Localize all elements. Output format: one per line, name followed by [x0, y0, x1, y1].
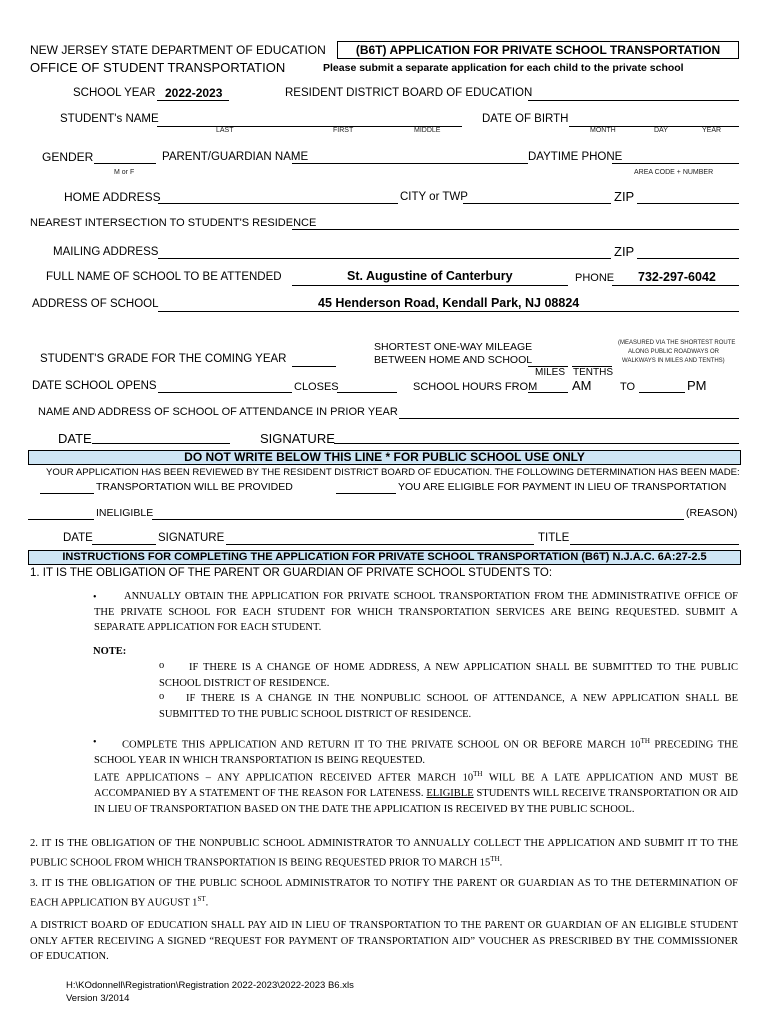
measured-caption-2: ALONG PUBLIC ROADWAYS OR [628, 349, 720, 355]
instruction-item-3: 3. IT IS THE OBLIGATION OF THE PUBLIC SCHOOL ADMINISTRATOR TO NOTIFY THE PARENT OR GUARDIAN AS TO THE DETERMINATION OF EACH APPLICATION BY AUGUST 1ST. [30, 878, 738, 908]
hours-label: SCHOOL HOURS FROM [413, 381, 538, 393]
date-field[interactable] [92, 443, 230, 444]
city-label: CITY or TWP [400, 191, 468, 203]
public-date-label: DATE [63, 532, 93, 544]
note-label: NOTE: [93, 646, 127, 657]
late-text-c: STUDENTS WILL RECEIVE TRANSPORTATION OR AID IN LIEU OF TRANSPORTATION BASED ON THE DATE THE APPLICATION IS RECEIVED BY THE PUBLIC SCHOOL. [94, 788, 739, 815]
mailing-field[interactable] [158, 258, 611, 259]
zip-label: ZIP [614, 189, 635, 204]
phone-value: 732-297-6042 [638, 270, 716, 284]
school-address-line[interactable] [158, 311, 739, 312]
last-caption: LAST [216, 127, 234, 134]
signature-field[interactable] [334, 443, 739, 444]
grade-label: STUDENT'S GRADE FOR THE COMING YEAR [40, 353, 287, 365]
school-year-label: SCHOOL YEAR [73, 87, 156, 99]
daytime-phone-field[interactable] [612, 163, 739, 164]
instruction-bullet-2 [94, 734, 738, 769]
bullet-icon: • [93, 592, 97, 603]
public-signature-field[interactable] [226, 544, 534, 545]
tenths-caption: TENTHS [573, 367, 613, 378]
intersection-label: NEAREST INTERSECTION TO STUDENT'S RESIDENCE [30, 217, 317, 229]
bullet-icon: • [93, 737, 97, 748]
pm-label: PM [687, 378, 707, 393]
gender-label: GENDER [42, 150, 94, 164]
public-date-field[interactable] [92, 544, 156, 545]
first-caption: FIRST [333, 127, 354, 134]
reason-field[interactable] [152, 519, 684, 520]
school-name-line[interactable] [292, 285, 568, 286]
instruction-item-1: 1. IT IS THE OBLIGATION OF THE PARENT OR GUARDIAN OF PRIVATE SCHOOL STUDENTS TO: [30, 567, 553, 579]
instruction-item-2: 2. IT IS THE OBLIGATION OF THE NONPUBLIC SCHOOL ADMINISTRATOR TO ANNUALLY COLLECT THE APPLICATION AND SUBMIT IT TO THE PUBLIC SCHOOL FROM WHICH TRANSPORTATION IS BEING REQUESTED PRIOR TO MARCH 15TH. [30, 838, 738, 868]
sub-bullet-icon: o [159, 691, 165, 702]
eligible-underlined: ELIGIBLE [426, 788, 474, 799]
reason-label: (REASON) [686, 507, 738, 519]
student-name-label: STUDENT's NAME [60, 113, 159, 125]
mileage-label-2: BETWEEN HOME AND SCHOOL [374, 354, 533, 366]
version-label: Version 3/2014 [66, 993, 130, 1004]
date-opens-field[interactable] [158, 392, 292, 393]
gender-caption: M or F [114, 169, 135, 176]
sup-st: ST [197, 894, 206, 903]
am-label: AM [572, 378, 592, 393]
month-caption: MONTH [590, 127, 616, 134]
instruction-sub-2: IF THERE IS A CHANGE IN THE NONPUBLIC SCHOOL OF ATTENDANCE, A NEW APPLICATION SHALL BE SUBMITTED TO THE PUBLIC SCHOOL DISTRICT OF RESIDENCE. [159, 693, 738, 720]
parent-label: PARENT/GUARDIAN NAME [162, 151, 309, 163]
provided-label: TRANSPORTATION WILL BE PROVIDED [96, 481, 293, 493]
hours-to-field[interactable] [639, 392, 685, 393]
bullet-2-text-a: COMPLETE THIS APPLICATION AND RETURN IT TO THE PRIVATE SCHOOL ON OR BEFORE MARCH 10 [122, 739, 641, 751]
closes-label: CLOSES [294, 381, 339, 393]
resident-board-field[interactable] [528, 100, 739, 101]
department-name: NEW JERSEY STATE DEPARTMENT OF EDUCATION [30, 43, 326, 57]
resident-board-label: RESIDENT DISTRICT BOARD OF EDUCATION [285, 87, 533, 99]
daytime-phone-label: DAYTIME PHONE [528, 151, 623, 163]
parent-field[interactable] [292, 163, 528, 164]
sup-th: TH [640, 737, 650, 745]
date-label: DATE [58, 431, 92, 446]
school-name-value: St. Augustine of Canterbury [347, 269, 513, 283]
date-opens-label: DATE SCHOOL OPENS [32, 380, 157, 392]
phone-line[interactable] [612, 285, 739, 286]
home-address-field[interactable] [158, 203, 398, 204]
mailing-zip-label: ZIP [614, 244, 635, 259]
payment-check-line[interactable] [336, 493, 396, 494]
gender-field[interactable] [94, 163, 156, 164]
school-year-line[interactable] [157, 100, 229, 101]
public-signature-label: SIGNATURE [158, 532, 225, 544]
bullet-2-text-b: PRECEDING THE SCHOOL YEAR IN WHICH TRANSPORTATION IS BEING REQUESTED. [94, 739, 739, 766]
payment-label: YOU ARE ELIGIBLE FOR PAYMENT IN LIEU OF TRANSPORTATION [398, 481, 727, 493]
closes-field[interactable] [337, 392, 397, 393]
prior-school-label: NAME AND ADDRESS OF SCHOOL OF ATTENDANCE IN PRIOR YEAR [38, 406, 398, 418]
ineligible-check-line[interactable] [28, 519, 94, 520]
public-use-banner: DO NOT WRITE BELOW THIS LINE * FOR PUBLIC SCHOOL USE ONLY [28, 450, 741, 465]
instruction-bullet-1: ANNUALLY OBTAIN THE APPLICATION FOR PRIVATE SCHOOL TRANSPORTATION FROM THE ADMINISTRATIVE OFFICE OF THE PRIVATE SCHOOL FOR EACH STUDENT FOR WHICH TRANSPORTATION SERVICES ARE BEING REQUESTED. SUBMIT A SEPARATE APPLICATION FOR EACH STUDENT. [94, 591, 738, 633]
late-text-a: LATE APPLICATIONS – ANY APPLICATION RECEIVED AFTER MARCH 10 [94, 772, 474, 784]
intersection-field[interactable] [292, 229, 739, 230]
grade-field[interactable] [292, 366, 336, 367]
form-subtitle: Please submit a separate application for each child to the private school [323, 62, 684, 74]
dob-label: DATE OF BIRTH [482, 113, 569, 125]
provided-check-line[interactable] [40, 493, 94, 494]
instructions-banner: INSTRUCTIONS FOR COMPLETING THE APPLICATION FOR PRIVATE SCHOOL TRANSPORTATION (B6T) N.J.A.C. 6A:27-2.5 [28, 550, 741, 565]
to-label: TO [620, 381, 636, 393]
middle-caption: MIDDLE [414, 127, 441, 134]
sup-th: TH [490, 854, 500, 863]
hours-from-field[interactable] [528, 392, 568, 393]
late-text-b: WILL BE A LATE APPLICATION AND MUST BE ACCOMPANIED BY A STATEMENT OF THE REASON FOR LATENESS. [94, 772, 738, 799]
day-caption: DAY [654, 127, 668, 134]
item-3-text: 3. IT IS THE OBLIGATION OF THE PUBLIC SCHOOL ADMINISTRATOR TO NOTIFY THE PARENT OR GUARDIAN AS TO THE DETERMINATION OF EACH APPLICATION BY AUGUST 1 [30, 878, 738, 908]
city-field[interactable] [463, 203, 611, 204]
item-2-text: 2. IT IS THE OBLIGATION OF THE NONPUBLIC SCHOOL ADMINISTRATOR TO ANNUALLY COLLECT THE APPLICATION AND SUBMIT IT TO THE PUBLIC SCHOOL FROM WHICH TRANSPORTATION IS BEING REQUESTED PRIOR TO MARCH 15 [30, 838, 738, 868]
public-title-field[interactable] [570, 544, 739, 545]
mailing-label: MAILING ADDRESS [53, 246, 159, 258]
sup-th: TH [473, 770, 483, 778]
file-path: H:\KOdonnell\Registration\Registration 2022-2023\2022-2023 B6.xls [66, 980, 354, 991]
measured-caption-3: WALKWAYS IN MILES AND TENTHS) [622, 358, 725, 364]
year-caption: YEAR [702, 127, 722, 134]
measured-caption-1: (MEASURED VIA THE SHORTEST ROUTE [618, 340, 736, 346]
late-applications-text [94, 767, 738, 817]
instruction-sub-1: IF THERE IS A CHANGE OF HOME ADDRESS, A NEW APPLICATION SHALL BE SUBMITTED TO THE PUBLIC SCHOOL DISTRICT OF RESIDENCE. [159, 662, 738, 689]
zip-field[interactable] [637, 203, 739, 204]
school-name-label: FULL NAME OF SCHOOL TO BE ATTENDED [46, 271, 282, 283]
mileage-label-1: SHORTEST ONE-WAY MILEAGE [374, 341, 533, 353]
school-address-label: ADDRESS OF SCHOOL [32, 298, 159, 310]
mailing-zip-field[interactable] [637, 258, 739, 259]
form-title: (B6T) APPLICATION FOR PRIVATE SCHOOL TRANSPORTATION [337, 41, 739, 59]
office-name: OFFICE OF STUDENT TRANSPORTATION [30, 60, 286, 75]
phone-label: PHONE [575, 272, 615, 284]
ineligible-label: INELIGIBLE [96, 507, 154, 519]
reviewed-text: YOUR APPLICATION HAS BEEN REVIEWED BY THE RESIDENT DISTRICT BOARD OF EDUCATION. THE FOLLOWING DETERMINATION HAS BEEN MADE: [46, 467, 740, 478]
public-title-label: TITLE [538, 532, 570, 544]
school-address-value: 45 Henderson Road, Kendall Park, NJ 08824 [318, 296, 580, 310]
school-year-value: 2022-2023 [165, 86, 223, 100]
area-code-caption: AREA CODE + NUMBER [634, 169, 714, 176]
sub-bullet-icon: o [159, 660, 165, 671]
prior-school-field[interactable] [399, 418, 739, 419]
miles-caption: MILES [535, 367, 566, 378]
instruction-final: A DISTRICT BOARD OF EDUCATION SHALL PAY AID IN LIEU OF TRANSPORTATION TO THE PARENT OR GUARDIAN OF AN ELIGIBLE STUDENT ONLY AFTER RECEIVING A SIGNED “REQUEST FOR PAYMENT OF TRANSPORTATION AID” VOUCHER AS PRESCRIBED BY THE COMMISSIONER OF EDUCATION. [30, 920, 738, 962]
home-address-label: HOME ADDRESS [64, 190, 161, 204]
signature-label: SIGNATURE [260, 431, 335, 446]
